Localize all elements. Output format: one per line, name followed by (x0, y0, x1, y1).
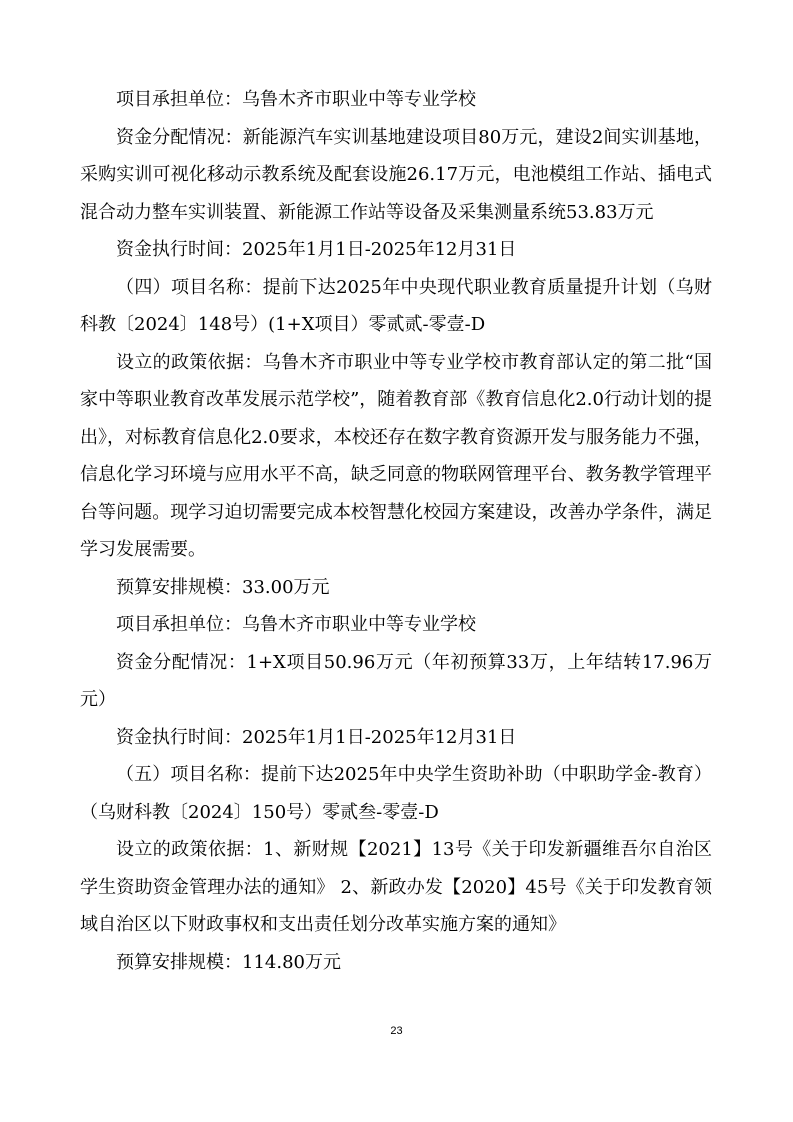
paragraph-policy-basis-2: 设立的政策依据：1、新财规【2021】13号《关于印发新疆维吾尔自治区学生资助资金管理办法的通知》 2、新政办发【2020】45号《关于印发教育领域自治区以下财政事权和支出责任划分改革实施方案的通知》 (80, 839, 712, 935)
paragraph-execution-time: 资金执行时间：2025年1月1日-2025年12月31日 (116, 239, 517, 260)
paragraph-execution-time-2: 资金执行时间：2025年1月1日-2025年12月31日 (116, 726, 517, 748)
paragraph-fund-allocation: 资金分配情况：新能源汽车实训基地建设项目80万元，建设2间实训基地，采购实训可视化移动示教系统及配套设施26.17万元，电池模组工作站、插电式混合动力整车实训装置、新能源工作站等设备及采集测量系统53.83万元 (80, 126, 712, 223)
paragraph-undertaking-unit: 项目承担单位：乌鲁木齐市职业中等专业学校 (116, 89, 476, 110)
paragraph-budget-scale: 预算安排规模：33.00万元 (116, 576, 330, 598)
page-body (80, 81, 712, 981)
page-number: 23 (390, 1025, 403, 1037)
paragraph-project-4-title: （四）项目名称：提前下达2025年中央现代职业教育质量提升计划（乌财科教〔2024〕148号）(1+X项目）零贰贰-零壹-D (80, 276, 712, 335)
paragraph-policy-basis: 设立的政策依据：乌鲁木齐市职业中等专业学校市教育部认定的第二批“国家中等职业教育改革发展示范学校”，随着教育部《教育信息化2.0行动计划的提出》，对标教育信息化2.0要求，本校还存在数字教育资源开发与服务能力不强，信息化学习环境与应用水平不高，缺乏同意的物联网管理平台、教务教学管理平台等问题。现学习迫切需要完成本校智慧化校园方案建设，改善办学条件，满足学习发展需要。 (80, 351, 712, 560)
paragraph-budget-scale-2: 预算安排规模：114.80万元 (116, 951, 341, 973)
paragraph-undertaking-unit-2: 项目承担单位：乌鲁木齐市职业中等专业学校 (116, 614, 476, 635)
paragraph-fund-allocation-2: 资金分配情况：1+X项目50.96万元（年初预算33万，上年结转17.96万元） (80, 651, 712, 710)
paragraph-project-5-title: （五）项目名称：提前下达2025年中央学生资助补助（中职助学金-教育）（乌财科教〔2024〕150号）零贰叁-零壹-D (80, 764, 712, 823)
